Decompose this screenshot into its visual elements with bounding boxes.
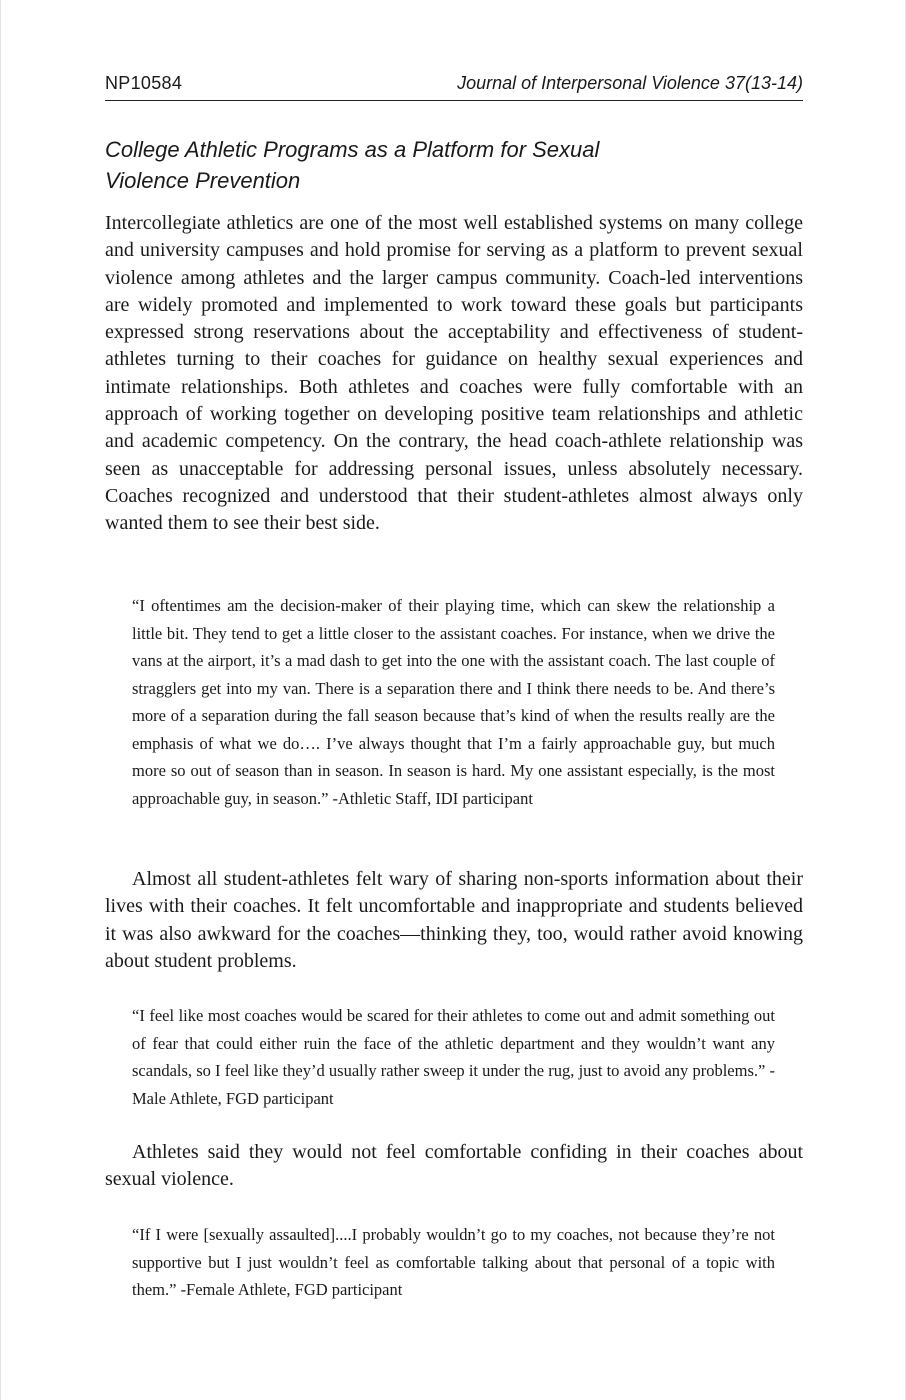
journal-citation: Journal of Interpersonal Violence 37(13-14) xyxy=(457,73,803,93)
section-heading: College Athletic Programs as a Platform for Sexual Violence Prevention xyxy=(105,137,600,193)
body-paragraph-wary: Almost all student-athletes felt wary of sharing non-sports information about their lives with their coaches. It felt uncomfortable and inappropriate and students believed it was also awkward for the coaches—thinking they, too, would rather avoid knowing about student problems. xyxy=(105,868,803,972)
running-head xyxy=(105,70,803,101)
body-paragraph-confiding: Athletes said they would not feel comfortable confiding in their coaches about sexual violence. xyxy=(105,1141,803,1191)
block-quote-female-athlete: “If I were [sexually assaulted]....I probably wouldn’t go to my coaches, not because they’re not supportive but I just wouldn’t feel as comfortable talking about that personal of a topic with them.” -Female Athlete, FGD participant xyxy=(132,1225,775,1299)
block-quote-athletic-staff: “I oftentimes am the decision-maker of their playing time, which can skew the relationship a little bit. They tend to get a little closer to the assistant coaches. For instance, when we drive the vans at the airport, it’s a mad dash to get into the one with the assistant coach. The last couple of stragglers get into my van. There is a separation there and I think there needs to be. And there’s more of a separation during the fall season because that’s kind of when the results really are the emphasis of what we do…. I’ve always thought that I’m a fairly approachable guy, but much more so out of season than in season. In season is hard. My one assistant especially, is the most approachable guy, in season.” -Athletic Staff, IDI participant xyxy=(132,596,775,808)
body-paragraph-intro: Intercollegiate athletics are one of the most well established systems on many college and university campuses and hold promise for serving as a platform to prevent sexual violence among athletes and the larger campus community. Coach-led interventions are widely promoted and implemented to work toward these goals but participants expressed strong reservations about the acceptability and effectiveness of student-athletes turning to their coaches for guidance on healthy sexual experiences and intimate relationships. Both athletes and coaches were fully comfortable with an approach of working together on developing positive team relationships and athletic and academic competency. On the contrary, the head coach-athlete relationship was seen as unacceptable for addressing personal issues, unless absolutely necessary. Coaches recognized and understood that their student-athletes almost always only wanted them to see their best side. xyxy=(105,212,803,535)
page-number: NP10584 xyxy=(105,73,183,93)
block-quote-male-athlete: “I feel like most coaches would be scared for their athletes to come out and admit something out of fear that could either ruin the face of the athletic department and they wouldn’t want any scandals, so I feel like they’d usually rather sweep it under the rug, just to avoid any problems.” -Male Athlete, FGD participant xyxy=(132,1006,775,1108)
